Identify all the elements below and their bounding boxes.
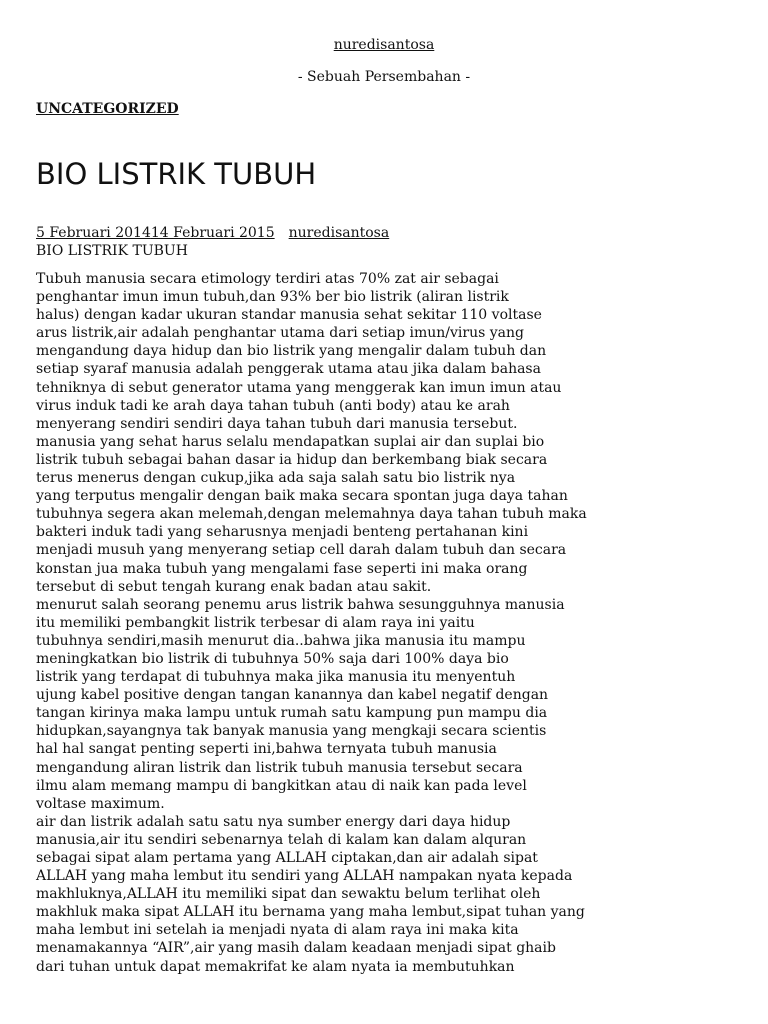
body-line: ujung kabel positive dengan tangan kanannya dan kabel negatif dengan [36,687,549,704]
published-date: 5 Februari 2014 [36,225,151,241]
body-line: air dan listrik adalah satu satu nya sumber energy dari daya hidup [36,813,511,830]
body-line: konstan jua maka tubuh yang mengalami fase seperti ini maka orang [36,560,528,577]
body-line: terus menerus dengan cukup,jika ada saja salah satu bio listrik nya [36,470,516,487]
body-line: meningkatkan bio listrik di tubuhnya 50% saja dari 100% daya bio [36,650,509,667]
body-line: menjadi musuh yang menyerang setiap cell darah dalam tubuh dan secara [36,542,567,559]
body-line: dari tuhan untuk dapat memakrifat ke alam nyata ia membutuhkan [36,958,515,975]
body-line: tubuhnya segera akan melemah,dengan melemahnya daya tahan tubuh maka [36,506,587,523]
body-line: penghantar imun imun tubuh,dan 93% ber bio listrik (aliran listrik [36,289,509,306]
author-link[interactable]: nuredisantosa [288,225,390,241]
body-line: tubuhnya sendiri,masih menurut dia..bahwa jika manusia itu mampu [36,632,526,649]
body-line: ilmu alam memang mampu di bangkitkan atau di naik kan pada level [36,777,527,794]
body-line: listrik tubuh sebagai bahan dasar ia hidup dan berkembang biak secara [36,451,548,468]
site-header [36,0,732,86]
body-line: mengandung daya hidup dan bio listrik yang mengalir dalam tubuh dan [36,343,547,360]
category-link[interactable]: UNCATEGORIZED [36,101,179,117]
body-line: ALLAH yang maha lembut itu sendiri yang ALLAH nampakan nyata kepada [36,868,573,885]
post-body [36,270,732,976]
body-line: tangan kirinya maka lampu untuk rumah satu kampung pun mampu dia [36,705,548,722]
body-line: maha lembut ini setelah ia menjadi nyata di alam raya ini maka kita [36,922,519,939]
body-line: Tubuh manusia secara etimology terdiri atas 70% zat air sebagai [36,271,499,287]
body-line: menamakannya “AIR”,air yang masih dalam keadaan menjadi sipat ghaib [36,940,556,957]
body-line: mengandung aliran listrik dan listrik tubuh manusia tersebut secara [36,759,523,776]
body-line: tersebut di sebut tengah kurang enak badan atau sakit. [36,578,432,595]
post-date-link[interactable] [36,225,275,241]
body-line: hidupkan,sayangnya tak banyak manusia yang mengkaji secara scientis [36,723,547,740]
body-line: manusia yang sehat harus selalu mendapatkan suplai air dan suplai bio [36,433,545,450]
body-line: setiap syaraf manusia adalah penggerak utama atau jika dalam bahasa [36,361,541,378]
body-line: makhluk maka sipat ALLAH itu bernama yang maha lembut,sipat tuhan yang [36,904,585,921]
post-meta [36,224,732,242]
site-tagline: - Sebuah Persembahan - [297,69,471,85]
body-line: menurut salah seorang penemu arus listrik bahwa sesungguhnya manusia [36,596,565,613]
body-line: makhluknya,ALLAH itu memiliki sipat dan sewaktu belum terlihat oleh [36,886,541,903]
body-line: hal hal sangat penting seperti ini,bahwa ternyata tubuh manusia [36,741,497,758]
body-line: arus listrik,air adalah penghantar utama dari setiap imun/virus yang [36,325,524,342]
body-line: tehniknya di sebut generator utama yang menggerak kan imun imun atau [36,379,562,396]
body-line: menyerang sendiri sendiri daya tahan tubuh dari manusia tersebut. [36,415,518,432]
post-subheading: BIO LISTRIK TUBUH [36,243,188,259]
site-title-link[interactable]: nuredisantosa [333,37,435,53]
body-line: bakteri induk tadi yang seharusnya menjadi benteng pertahanan kini [36,524,529,541]
body-line: manusia,air itu sendiri sebenarnya telah di kalam kan dalam alquran [36,831,527,848]
body-line: voltase maximum. [36,795,165,812]
body-line: listrik yang terdapat di tubuhnya maka jika manusia itu menyentuh [36,669,516,686]
body-line: sebagai sipat alam pertama yang ALLAH ciptakan,dan air adalah sipat [36,850,538,866]
body-line: yang terputus mengalir dengan baik maka secara spontan juga daya tahan [36,488,568,505]
body-line: halus) dengan kadar ukuran standar manusia sehat sekitar 110 voltase [36,307,542,324]
updated-date: 14 Februari 2015 [150,225,275,241]
body-line: virus induk tadi ke arah daya tahan tubuh (anti body) atau ke arah [36,397,510,414]
post-title: BIO LISTRIK TUBUH [36,157,317,191]
body-line: itu memiliki pembangkit listrik terbesar di alam raya ini yaitu [36,614,475,631]
